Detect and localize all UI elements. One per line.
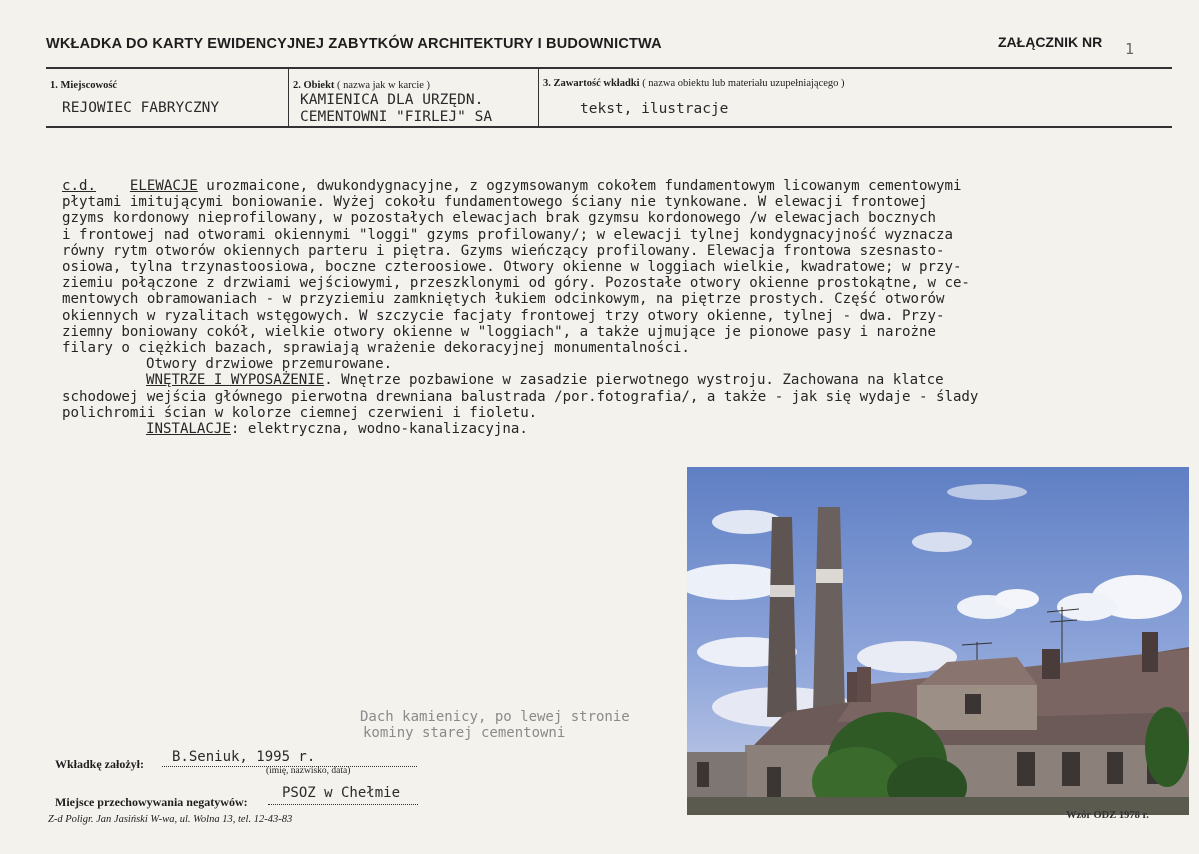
description-line: okiennych w ryzalitach wstęgowych. W szczycie facjaty frontowej trzy otwory okienne, tylnej - dwa. Przy- [62,307,945,324]
description-line: mentowych obramowaniach - w przyziemiu zamkniętych łukiem odcinkowym, na piętrze prostych. Część otworów [62,291,945,308]
description-line: ziemiu połączone z drzwiami wejściowymi, przeszklonymi od góry. Pozostałe otwory okienne prostokątne, w ce- [62,275,970,292]
locality-value: REJOWIEC FABRYCZNY [62,100,220,116]
description-line: WNĘTRZE I WYPOSAŻENIE. Wnętrze pozbawione w zasadzie pierwotnego wystroju. Zachowana na klatce [146,372,944,389]
negatives-value: PSOZ w Chełmie [282,785,401,801]
heading-interior: WNĘTRZE I WYPOSAŻENIE [146,372,325,389]
description-line: filary o ciężkich bazach, sprawiają wrażenie dekoracyjnej monumentalności. [62,340,690,357]
heading-elevations: ELEWACJE [129,178,198,194]
field-divider-1 [288,67,289,127]
description-line: c.d. ELEWACJE urozmaicone, dwukondygnacyjne, z ogzymsowanym cokołem fundamentowym licowanym cementowymi [62,178,962,194]
photo-caption-line1: Dach kamienicy, po lewej stronie [360,709,630,725]
heading-installations: INSTALACJE [146,421,231,438]
object-value-line1: KAMIENICA DLA URZĘDN. [300,92,484,108]
object-value-line2: CEMENTOWNI "FIRLEJ" SA [300,109,493,125]
locality-label: 1. Miejscowość [50,80,118,91]
description-line: gzyms kordonowy nieprofilowany, w pozostałych elewacjach brak gzymsu kordonowego /w elewacjach bocznych [62,210,936,227]
description-line: i frontowej nad otworami okiennymi "loggi" gzyms profilowany/; w elewacji tylnej kondygnacyjność wyznacza [62,226,953,243]
author-label: Wkładkę założył: [55,757,144,771]
form-title: WKŁADKA DO KARTY EWIDENCYJNEJ ZABYTKÓW ARCHITEKTURY I BUDOWNICTWA [46,36,662,52]
photo-caption-line2: kominy starej cementowni [363,725,566,741]
object-label: 2. Obiekt ( nazwa jak w karcie ) [293,80,431,91]
description-line: Otwory drzwiowe przemurowane. [146,356,393,373]
author-note: (imię, nazwisko, data) [266,766,351,776]
annex-number: 1 [1125,40,1135,58]
printer-imprint: Z-d Poligr. Jan Jasiński W-wa, ul. Wolna 13, tel. 12-43-83 [48,814,293,825]
field-divider-2 [538,67,539,127]
description-line: ziemny boniowany cokół, wielkie otwory okienne w "loggiach", a także ujmujące je pionowe pasy i narożne [62,323,936,340]
description-line: INSTALACJE: elektryczna, wodno-kanalizacyjna. [146,421,528,438]
content-label: 3. Zawartość wkładki ( nazwa obiektu lub materiału uzupełniającego ) [543,78,845,89]
description-line: polichromii ścian w kolorze ciemnej czerwieni i fioletu. [62,404,538,421]
negatives-label: Miejsce przechowywania negatywów: [55,795,248,809]
photo-caption [360,709,630,741]
author-value: B.Seniuk, 1995 r. [172,749,316,765]
header-rule-top [46,67,1172,69]
content-value: tekst, ilustracje [580,101,729,117]
description-line: osiowa, tylna trzynastoosiowa, boczne czteroosiowe. Otwory okienne w loggiach wielkie, kwadratowe; w przy- [62,259,962,276]
description-text [62,178,1182,437]
description-line: równy rytm otworów okiennych parteru i piętra. Gzyms wieńczący profilowany. Elewacja frontowa szesnasto- [62,242,945,259]
header-rule-bottom [46,126,1172,128]
photo-building-chimneys [687,467,1189,815]
annex-label: ZAŁĄCZNIK NR [998,34,1103,50]
description-line: schodowej wejścia głównego pierwotna drewniana balustrada /por.fotografia/, a także - jak się wydaje - ślady [62,388,979,405]
description-line: płytami imitującymi boniowanie. Wyżej cokołu fundamentowego ściany nie tynkowane. W elewacji frontowej [62,194,928,211]
form-code: Wzór ODZ 1978 r. [1066,810,1149,821]
